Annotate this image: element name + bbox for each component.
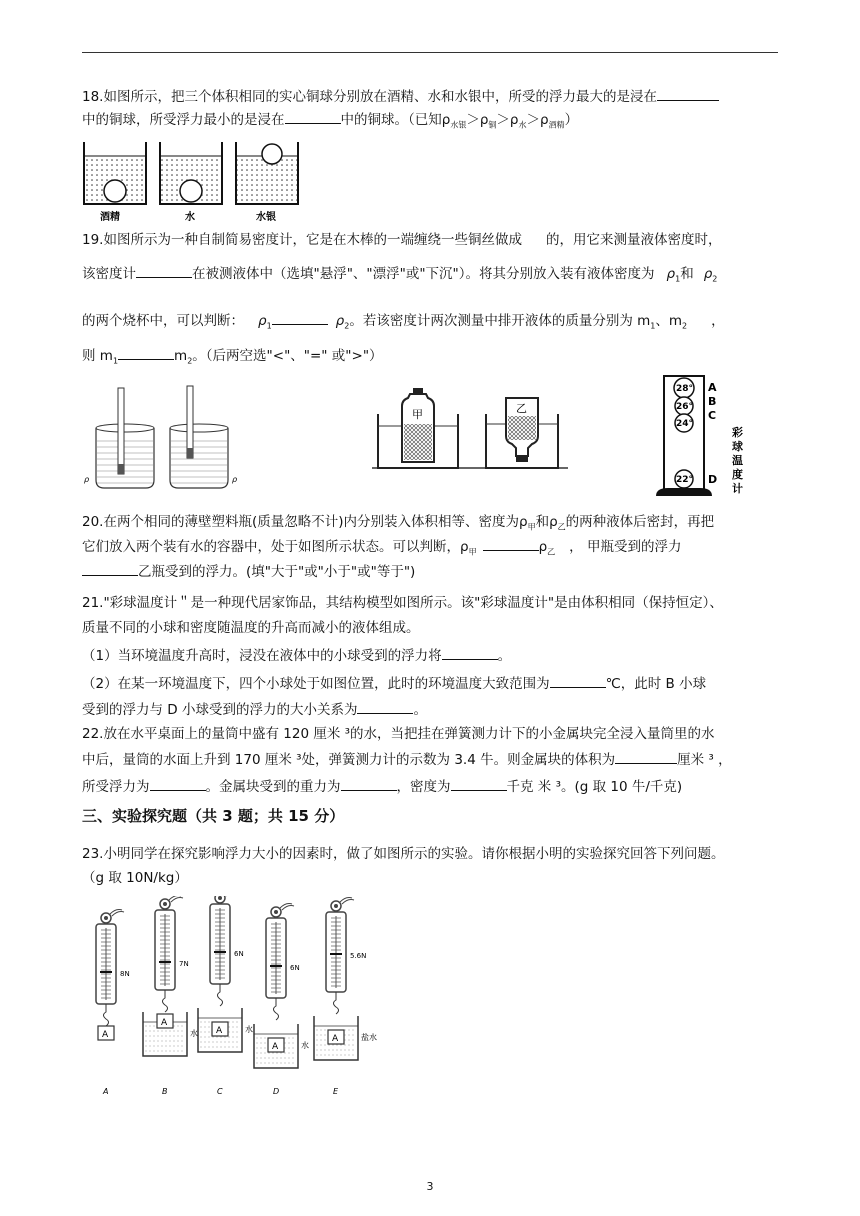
q23-figure [80,896,410,1098]
label-yi: 乙 [516,402,527,415]
scale-reading: 6N [290,964,300,972]
label-mercury: 水银 [256,212,276,223]
q19-line1: 19.如图所示为一种自制简易密度计，它是在木棒的一端缠绕一些铜丝做成 的，用它来测量液体密度时， [82,232,722,248]
q23-line2: （g 取 10N/kg） [82,870,188,886]
beaker-water [160,142,222,204]
blank[interactable] [341,776,397,791]
liquid-label: 水 [190,1029,198,1038]
blank[interactable] [483,536,539,551]
q18-line1: 18.如图所示，把三个体积相同的实心铜球分别放在酒精、水和水银中，所受的浮力最大的是浸在 [82,86,782,108]
q20-figure [372,384,568,480]
experiment-letter: B [162,1087,168,1096]
blank[interactable] [150,776,206,791]
ball-temp: 22° [676,475,694,485]
page-number: 3 [426,1180,434,1193]
container-jia [378,388,458,468]
q18-line2: 中的铜球，所受浮力最小的是浸在 中的铜球。（已知$\rho_{水银}>\rho_铜>\rho_水>\rho_{酒精}$） [82,109,782,137]
beaker-2 [170,386,237,488]
scale-reading: 8N [120,970,130,978]
ball-temp: 28° [676,384,694,394]
label-jia: 甲 [412,408,423,421]
blank[interactable] [285,109,341,124]
vertical-label: 温 [732,454,743,467]
q18-figure [80,138,300,224]
spring-scale [143,896,198,1096]
blank[interactable] [550,673,606,688]
liquid-label: 水 [245,1025,253,1034]
beaker-1 [84,388,154,488]
q19-line3: 的两个烧杯中，可以判断： $\rho_1$ $\rho_2$。若该密度计两次测量中排开液体的质量分别为 $m_1$、$m_2$ ， [82,310,782,338]
experiment-letter: A [103,1087,109,1096]
beaker-alcohol [84,142,146,204]
blank[interactable] [136,263,192,278]
q21-line4: （2）在某一环境温度下，四个小球处于如图位置，此时的环境温度大致范围为 ℃，此时 B 小球 [82,673,782,695]
blank[interactable] [442,645,498,660]
scale-reading: 6N [234,950,244,958]
scale-reading: 5.6N [350,952,367,960]
experiment-letter: D [273,1087,280,1096]
block-label: A [161,1018,168,1028]
q21-line1: 21."彩球温度计＂是一种现代居家饰品，其结构模型如图所示。该"彩球温度计"是由体积相同（保持恒定）、 [82,595,723,611]
scale-reading: 7N [179,960,189,968]
vertical-label: 计 [732,482,743,495]
liquid-label: 水 [301,1041,309,1050]
blank[interactable] [272,310,328,325]
q20-line2: 它们放入两个装有水的容器中，处于如图所示状态。可以判断，$\rho_甲$ $\rho_乙$ ， 甲瓶受到的浮力 [82,536,782,564]
block-label: A [332,1034,339,1044]
blank[interactable] [357,699,413,714]
q20-line3: 乙瓶受到的浮力。(填"大于"或"小于"或"等于") [82,561,782,583]
ball-letter: B [708,395,717,408]
q21-line2: 质量不同的小球和密度随温度的升高而减小的液体组成。 [82,620,420,636]
vertical-label: 彩 [732,426,743,439]
experiment-letter: E [333,1087,339,1096]
spring-scale [314,898,377,1097]
rho-label: ρ [84,475,90,484]
ball-letter: D [708,473,718,486]
ball-temp: 26° [676,402,694,412]
block-label: A [216,1026,223,1036]
q19-figure [82,384,252,494]
section-heading: 三、实验探究题（共 3 题；共 15 分） [82,807,345,825]
blank[interactable] [451,776,507,791]
q21-figure [646,372,752,500]
block-label: A [102,1030,109,1040]
blank[interactable] [118,345,174,360]
q21-line5: 受到的浮力与 D 小球受到的浮力的大小关系为 。 [82,699,782,721]
blank[interactable] [657,86,719,101]
q20-line1: 20.在两个相同的薄壁塑料瓶(质量忽略不计)内分别装入体积相等、密度为$\rho_甲$和$\rho_乙$的两种液体后密封，再把 [82,514,715,532]
ball-letter: A [708,381,717,394]
ball-letter: C [708,409,717,422]
blank[interactable] [615,749,677,764]
spring-scale [96,910,130,1097]
spring-scale [254,904,309,1097]
label-alcohol: 酒精 [100,212,120,223]
label-water: 水 [185,212,195,223]
beaker-mercury [236,142,298,204]
ball-temp: 24° [676,419,694,429]
blank[interactable] [82,561,138,576]
q22-line2: 中后，量筒的水面上升到 170 厘米 ³处，弹簧测力计的示数为 3.4 牛。则金属块的体积为 厘米 ³ ， [82,749,782,771]
header-rule [82,52,778,53]
q23-line1: 23.小明同学在探究影响浮力大小的因素时，做了如图所示的实验。请你根据小明的实验探究回答下列问题。 [82,846,725,862]
block-label: A [272,1042,279,1052]
container-yi [486,398,558,468]
vertical-label: 度 [732,468,743,481]
q21-line3: （1）当环境温度升高时，浸没在液体中的小球受到的浮力将 。 [82,645,782,667]
rho-label: ρ [232,475,238,484]
q22-line3: 所受浮力为 。金属块受到的重力为 ，密度为 千克 米 ³。(g 取 10 牛/千克) [82,776,782,798]
q19-line2: 该密度计 在被测液体中（选填"悬浮"、"漂浮"或"下沉"）。将其分别放入装有液体密度为 $\rho_1$和 $\rho_2$ [82,263,782,291]
spring-scale [198,896,253,1096]
q19-line4: 则 $m_1$ $m_2$。（后两空选"<"、"=" 或">"） [82,345,782,373]
vertical-label: 球 [732,440,743,453]
experiment-letter: C [217,1087,223,1096]
q22-line1: 22.放在水平桌面上的量筒中盛有 120 厘米 ³的水，当把挂在弹簧测力计下的小金属块完全浸入量筒里的水 [82,726,715,742]
liquid-label: 盐水 [361,1033,377,1042]
